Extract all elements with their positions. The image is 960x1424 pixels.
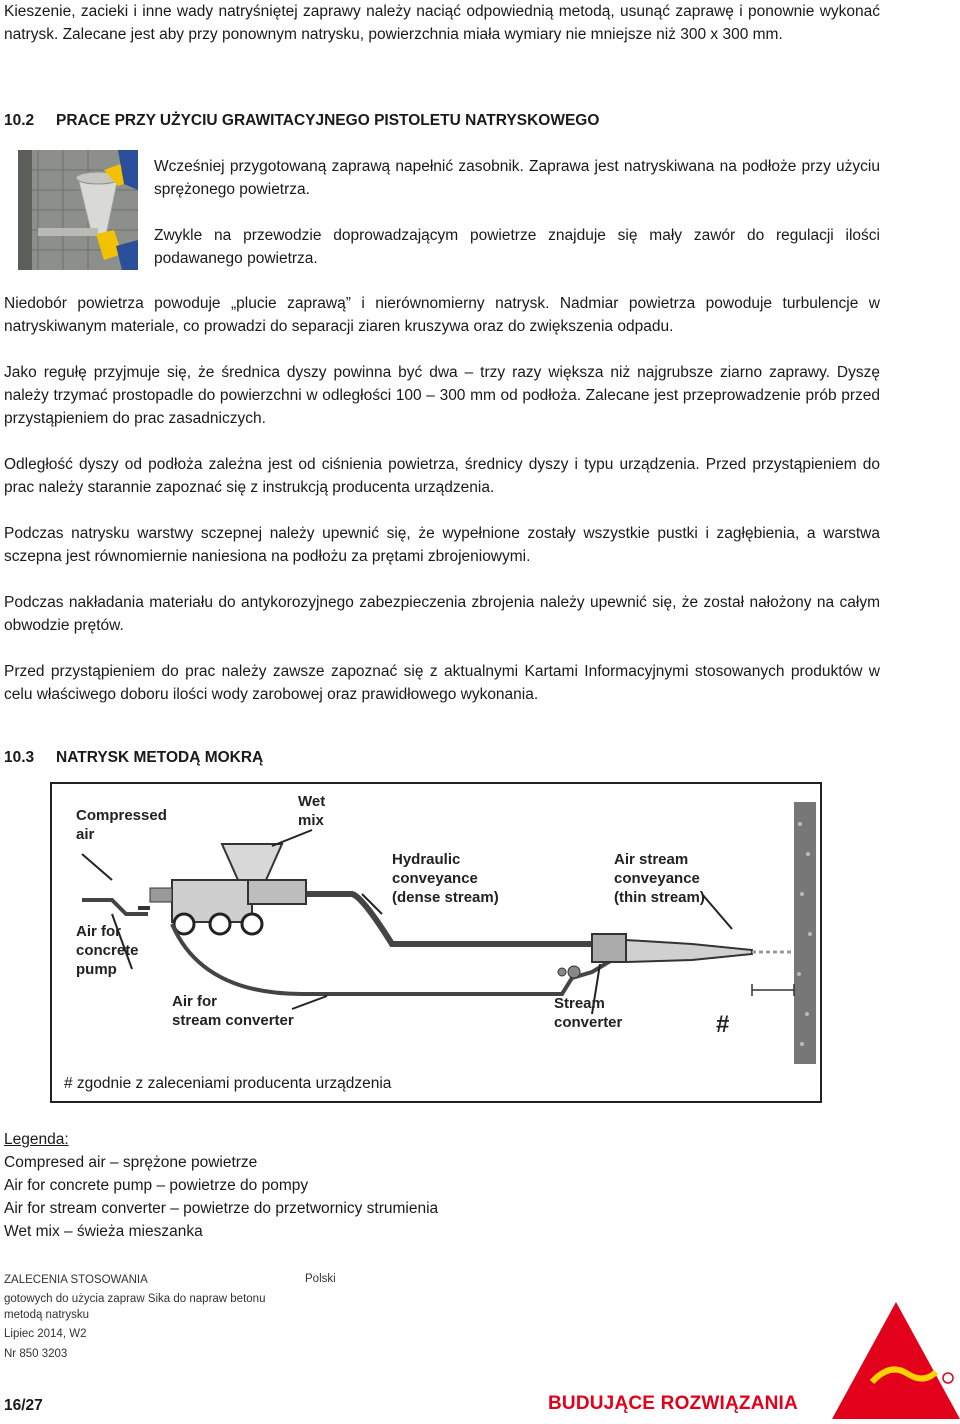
footer-doc-number: Nr 850 3203 bbox=[4, 1348, 68, 1360]
section-title: PRACE PRZY UŻYCIU GRAWITACYJNEGO PISTOLETU NATRYSKOWEGO bbox=[56, 112, 600, 129]
footer-subtitle-line-2: metodą natrysku bbox=[4, 1309, 90, 1321]
legend-item: Air for stream converter – powietrze do przetwornicy strumienia bbox=[4, 1200, 439, 1217]
footer-date: Lipiec 2014, W2 bbox=[4, 1328, 87, 1340]
concrete-pump-machine bbox=[138, 844, 306, 934]
sika-logo bbox=[832, 1302, 960, 1419]
label-stream-converter-line-2: converter bbox=[554, 1014, 623, 1031]
legend-item: Air for concrete pump – powietrze do pompy bbox=[4, 1177, 309, 1194]
label-air-stream-line-3: (thin stream) bbox=[614, 889, 705, 906]
label-compressed-air-line-1: Compressed bbox=[76, 807, 167, 824]
paragraph-bond-coat: Podczas natrysku warstwy sczepnej należy upewnić się, że wypełnione zostały wszystkie pustki i zagłębienia, a warstwa sczepna jest równomiernie naniesiona na podłożu za prętami zbrojeniowymi. bbox=[4, 525, 880, 565]
section-10-2-paragraph-1: Wcześniej przygotowaną zaprawą napełnić zasobnik. Zaprawa jest natryskiwana na podłoże przy użyciu sprężonego powietrza. bbox=[154, 158, 880, 198]
label-hydraulic-line-2: conveyance bbox=[392, 870, 478, 887]
paragraph-data-sheets: Przed przystąpieniem do prac należy zawsze zapoznać się z aktualnymi Kartami Informacyjnymi stosowanych produktów w celu właściwego doboru ilości wody zarobowej oraz prawidłowego wykonania. bbox=[4, 663, 880, 703]
label-air-pump-line-1: Air for bbox=[76, 923, 121, 940]
label-air-stream-line-2: conveyance bbox=[614, 870, 700, 887]
label-air-pump-line-3: pump bbox=[76, 961, 117, 978]
footer-language: Polski bbox=[305, 1273, 336, 1285]
section-10-2-heading bbox=[4, 112, 599, 130]
wet-spray-diagram bbox=[50, 782, 822, 1103]
footer-doc-type: ZALECENIA STOSOWANIA bbox=[4, 1274, 148, 1286]
paragraph-corrosion-protection: Podczas nakładania materiału do antykorozyjnego zabezpieczenia zbrojenia należy upewnić się, że został nałożony na całym obwodzie prętów. bbox=[4, 594, 880, 634]
substrate-wall bbox=[794, 802, 816, 1064]
spray-gun-photo bbox=[18, 150, 138, 270]
section-title: NATRYSK METODĄ MOKRĄ bbox=[56, 749, 264, 766]
section-number: 10.3 bbox=[4, 749, 35, 766]
page-number: 16/27 bbox=[4, 1397, 43, 1414]
label-air-pump-line-2: concrete bbox=[76, 942, 139, 959]
paragraph-nozzle-distance: Odległość dyszy od podłoża zależna jest od ciśnienia powietrza, średnicy dyszy i typu urządzenia. Przed przystąpieniem do prac należy starannie zapoznać się z instrukcją producenta urządzenia. bbox=[4, 456, 880, 496]
section-number: 10.2 bbox=[4, 112, 35, 129]
label-stream-converter-line-1: Stream bbox=[554, 995, 605, 1012]
label-air-converter-line-2: stream converter bbox=[172, 1012, 294, 1029]
intro-paragraph: Kieszenie, zacieki i inne wady natryśniętej zaprawy należy naciąć odpowiednią metodą, usunąć zaprawę i ponownie wykonać natrysk. Zalecane jest aby przy ponownym natrysku, powierzchnia miała wymiary nie mniejsze niż 300 x 300 mm. bbox=[4, 3, 880, 43]
paragraph-nozzle-diameter: Jako regułę przyjmuje się, że średnica dyszy powinna być dwa – trzy razy większa niż najgrubsze ziarno zaprawy. Dyszę należy trzymać prostopadle do powierzchni w odległości 100 – 300 mm od podłoża. Zalecane jest przeprowadzenie prób przed przystąpieniem do prac zasadniczych. bbox=[4, 364, 880, 427]
footer-subtitle-line-1: gotowych do użycia zapraw Sika do napraw betonu bbox=[4, 1293, 266, 1305]
label-hydraulic-line-3: (dense stream) bbox=[392, 889, 499, 906]
legend-item: Wet mix – świeża mieszanka bbox=[4, 1223, 203, 1240]
label-distance-hash: # bbox=[716, 1011, 730, 1038]
footer-slogan: BUDUJĄCE ROZWIĄZANIA bbox=[548, 1393, 798, 1414]
paragraph-air-balance: Niedobór powietrza powoduje „plucie zaprawą” i nierównomierny natrysk. Nadmiar powietrza powoduje turbulencje w natryskiwanym materiale, co prowadzi do separacji ziaren kruszywa oraz do zwiększenia odpadu. bbox=[4, 295, 880, 335]
figure-caption: # zgodnie z zaleceniami producenta urządzenia bbox=[64, 1075, 392, 1092]
label-wet-mix-line-1: Wet bbox=[298, 793, 326, 810]
section-10-2-paragraph-2: Zwykle na przewodzie doprowadzającym powietrze znajduje się mały zawór do regulacji ilości podawanego powietrza. bbox=[154, 227, 880, 267]
legend bbox=[4, 1128, 438, 1243]
legend-item: Compresed air – sprężone powietrze bbox=[4, 1154, 258, 1171]
label-compressed-air-line-2: air bbox=[76, 826, 95, 843]
section-10-3-heading bbox=[4, 749, 263, 767]
label-wet-mix-line-2: mix bbox=[298, 812, 324, 829]
legend-title: Legenda: bbox=[4, 1131, 69, 1148]
label-hydraulic-line-1: Hydraulic bbox=[392, 851, 461, 868]
label-air-stream-line-1: Air stream bbox=[614, 851, 689, 868]
label-air-converter-line-1: Air for bbox=[172, 993, 217, 1010]
